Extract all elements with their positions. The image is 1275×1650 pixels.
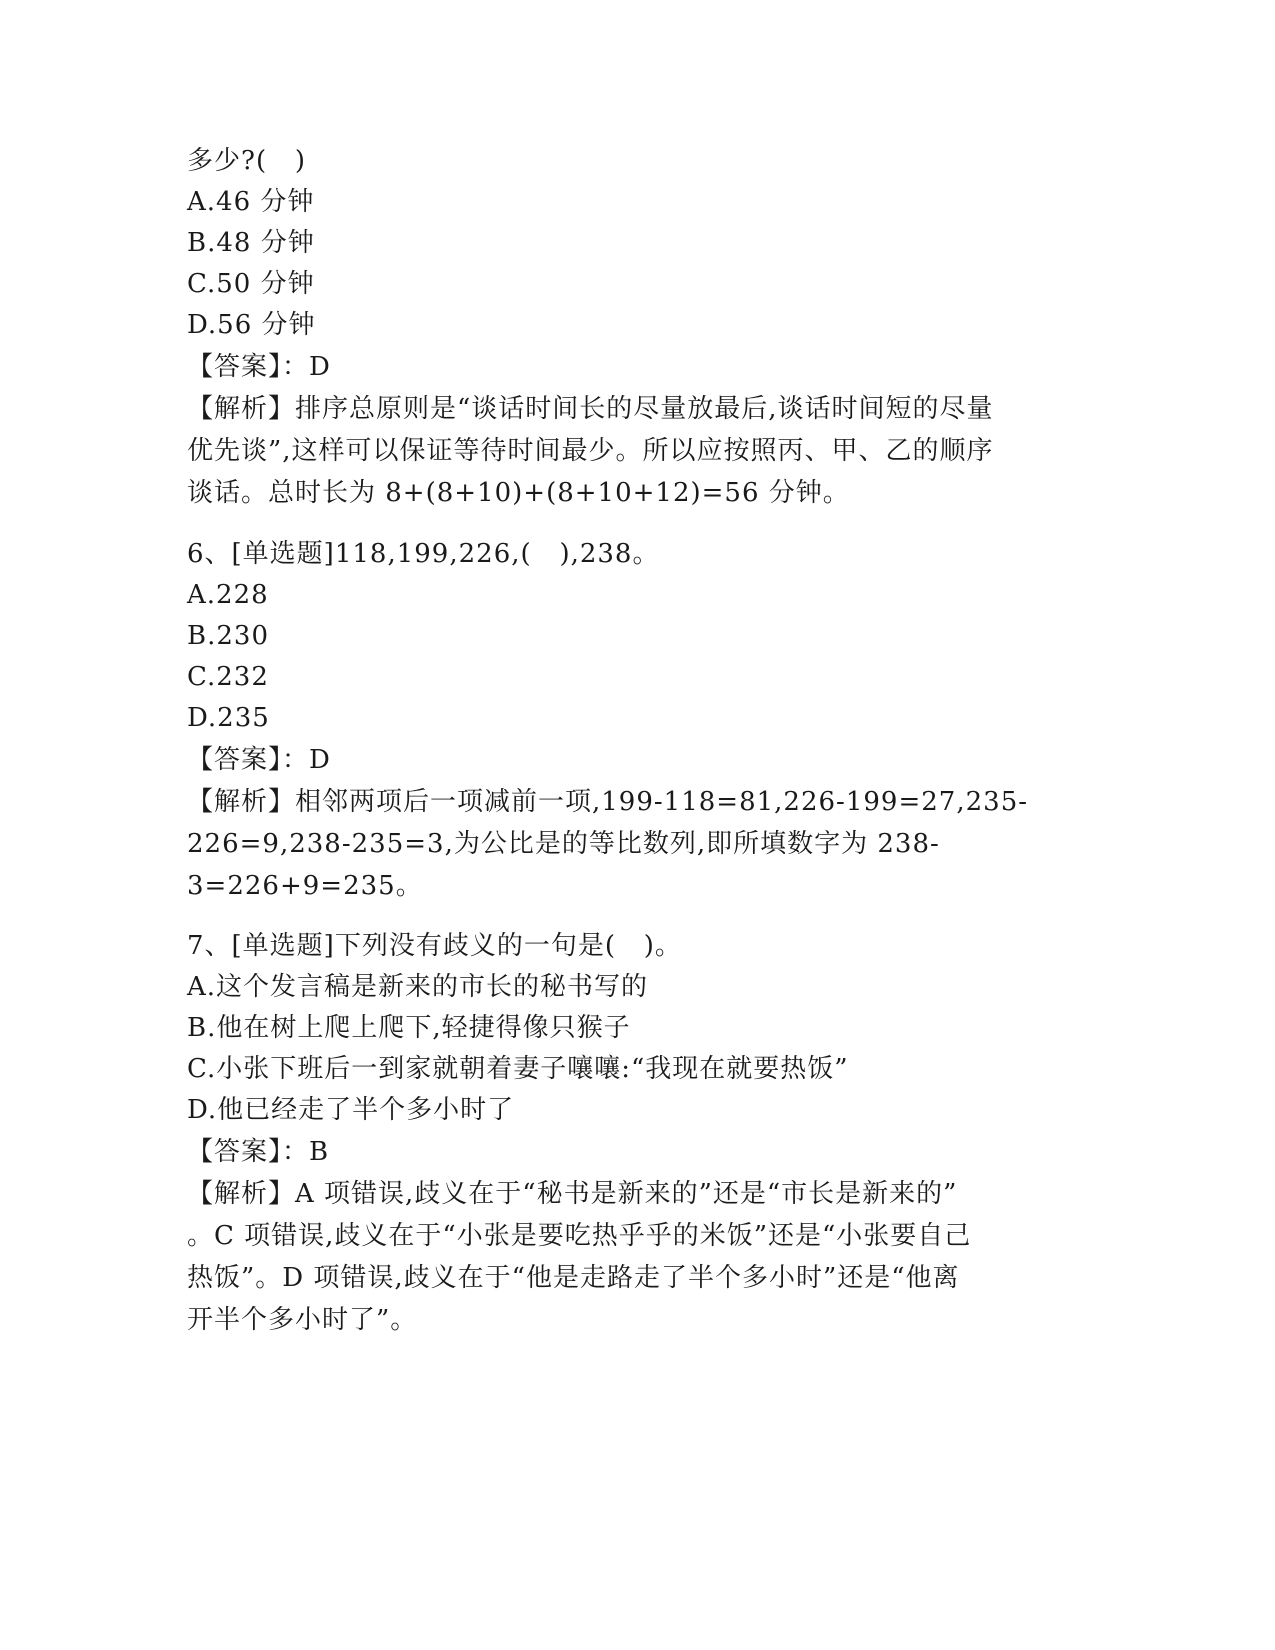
q7-option-a: A.这个发言稿是新来的市长的秘书写的 xyxy=(187,972,649,1002)
q5-analysis-line-3: 谈话。总时长为 8+(8+10)+(8+10+12)=56 分钟。 xyxy=(187,478,850,508)
q7-analysis-line-3: 热饭”。D 项错误,歧义在于“他是走路走了半个多小时”还是“他离 xyxy=(187,1263,960,1293)
q7-option-d: D.他已经走了半个多小时了 xyxy=(187,1095,515,1125)
q6-stem: 6、[单选题]118,199,226,( ),238。 xyxy=(187,539,660,569)
q6-analysis-line-1: 【解析】相邻两项后一项减前一项,199-118=81,226-199=27,235- xyxy=(187,787,1029,817)
q5-option-d: D.56 分钟 xyxy=(187,310,316,340)
q5-analysis-line-1: 【解析】排序总原则是“谈话时间长的尽量放最后,谈话时间短的尽量 xyxy=(187,394,994,424)
q6-analysis-line-2: 226=9,238-235=3,为公比是的等比数列,即所填数字为 238- xyxy=(187,829,940,859)
q6-answer: 【答案】：D xyxy=(187,745,331,775)
q6-option-d: D.235 xyxy=(187,703,270,733)
q6-option-a: A.228 xyxy=(187,580,269,610)
q5-answer: 【答案】：D xyxy=(187,352,331,382)
q7-option-b: B.他在树上爬上爬下,轻捷得像只猴子 xyxy=(187,1013,631,1043)
q5-option-c: C.50 分钟 xyxy=(187,269,315,299)
q7-answer: 【答案】：B xyxy=(187,1137,330,1167)
q7-analysis-line-2: 。C 项错误,歧义在于“小张是要吃热乎乎的米饭”还是“小张要自己 xyxy=(187,1221,972,1251)
q7-stem: 7、[单选题]下列没有歧义的一句是( )。 xyxy=(187,931,682,961)
q5-option-b: B.48 分钟 xyxy=(187,228,315,258)
q5-analysis-line-2: 优先谈”,这样可以保证等待时间最少。所以应按照丙、甲、乙的顺序 xyxy=(187,436,994,466)
q6-option-c: C.232 xyxy=(187,662,269,692)
q7-analysis-line-4: 开半个多小时了”。 xyxy=(187,1305,418,1335)
q5-option-a: A.46 分钟 xyxy=(187,187,315,217)
q6-option-b: B.230 xyxy=(187,621,269,651)
q5-stem-tail: 多少?( ) xyxy=(187,146,307,176)
q7-option-c: C.小张下班后一到家就朝着妻子嚷嚷:“我现在就要热饭” xyxy=(187,1054,849,1084)
q6-analysis-line-3: 3=226+9=235。 xyxy=(187,871,423,901)
q7-analysis-line-1: 【解析】A 项错误,歧义在于“秘书是新来的”还是“市长是新来的” xyxy=(187,1179,958,1209)
